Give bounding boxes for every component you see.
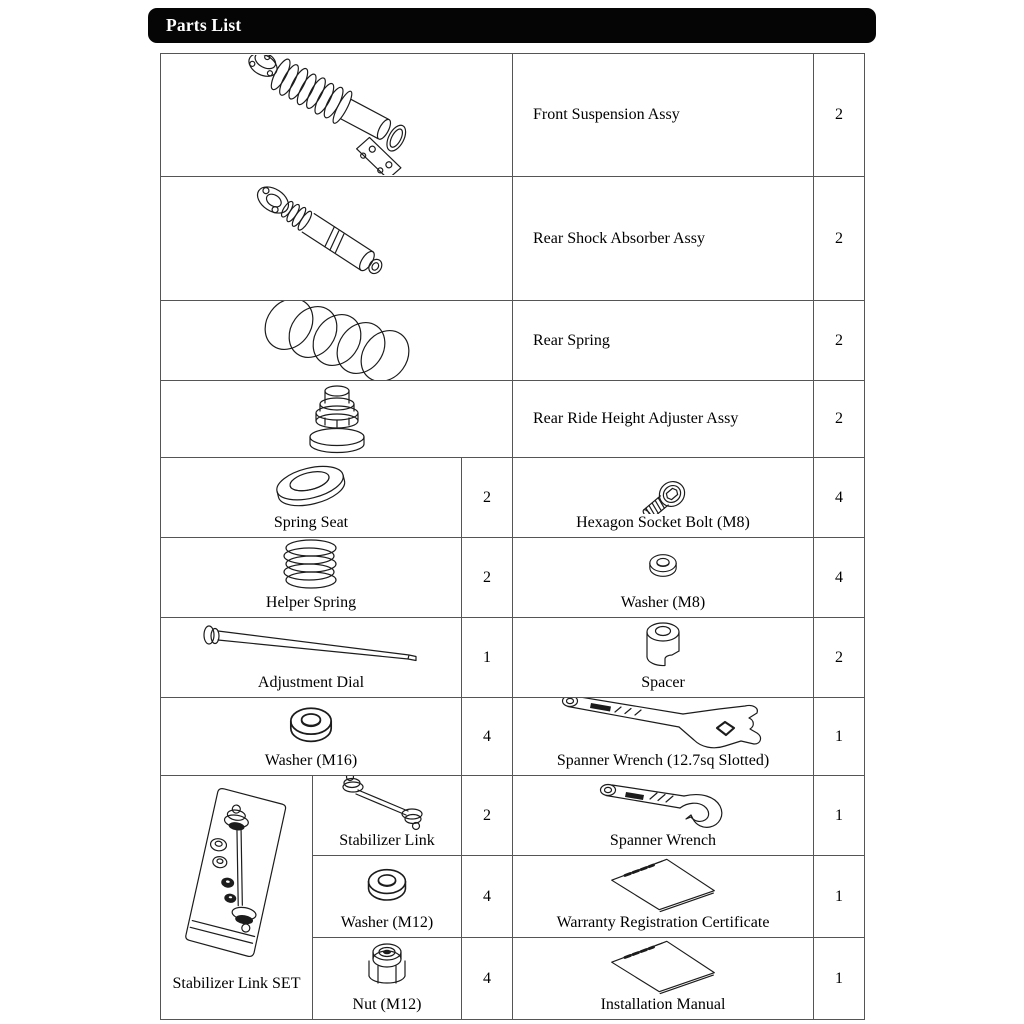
part-name-cell: [513, 381, 814, 458]
rear-spring-illustration: [259, 301, 414, 381]
part-name: Nut (M12): [352, 996, 422, 1013]
part-name: Spring Seat: [273, 514, 349, 531]
part-illustration-cell: [161, 381, 513, 458]
part-qty: 2: [835, 106, 843, 123]
part-qty-cell: [814, 177, 864, 301]
part-qty: 4: [483, 969, 491, 987]
part-qty-cell: [462, 776, 513, 856]
installation-manual-illustration: [606, 938, 720, 996]
part-qty-cell: [814, 618, 864, 698]
part-name: Rear Ride Height Adjuster Assy: [533, 410, 739, 427]
part-qty-cell: [814, 301, 864, 381]
part-name: Rear Spring: [533, 331, 610, 349]
part-name-cell: [513, 301, 814, 381]
helper-spring-illustration: [259, 538, 363, 594]
spanner-wrench-hook-illustration: [592, 776, 734, 832]
front-suspension-assy-illustration: [231, 55, 443, 175]
part-name: Helper Spring: [265, 594, 357, 611]
nut-m12-illustration: [354, 939, 420, 995]
part-qty: 2: [835, 331, 843, 349]
part-cell: [513, 538, 814, 618]
part-qty: 2: [835, 229, 843, 247]
part-name: Installation Manual: [600, 996, 726, 1013]
part-qty: 4: [483, 887, 491, 905]
part-qty-cell: [814, 856, 864, 938]
part-name: Spanner Wrench: [609, 832, 717, 849]
part-name: Spanner Wrench (12.7sq Slotted): [556, 752, 770, 769]
part-name: Hexagon Socket Bolt (M8): [576, 514, 750, 531]
part-cell: [513, 458, 814, 538]
part-cell: [161, 538, 462, 618]
part-qty-cell: [814, 938, 864, 1019]
part-cell: [313, 856, 462, 938]
part-cell: [513, 618, 814, 698]
spanner-wrench-slotted-illustration: [555, 698, 771, 752]
stabilizer-link-set-bag-illustration: [171, 786, 303, 964]
part-qty: 4: [835, 488, 843, 506]
part-qty-cell: [814, 776, 864, 856]
part-qty: 4: [835, 568, 843, 586]
part-cell: [161, 458, 462, 538]
part-qty: 4: [483, 727, 491, 745]
part-name-cell: [513, 54, 814, 177]
set-label: Stabilizer Link SET: [172, 975, 301, 992]
part-name: Washer (M16): [264, 752, 358, 769]
part-qty: 1: [483, 648, 491, 666]
part-illustration-cell: [161, 301, 513, 381]
part-name: Front Suspension Assy: [533, 106, 680, 123]
part-name: Washer (M8): [620, 594, 706, 611]
stabilizer-link-illustration: [325, 776, 449, 832]
part-cell: [513, 698, 814, 776]
part-qty-cell: [462, 938, 513, 1019]
part-qty: 2: [483, 568, 491, 586]
part-cell: [513, 776, 814, 856]
part-qty: 1: [835, 806, 843, 824]
part-qty-cell: [814, 458, 864, 538]
part-cell: [313, 938, 462, 1019]
part-name: Spacer: [641, 674, 685, 691]
washer-m12-illustration: [358, 863, 416, 908]
part-cell: [513, 856, 814, 938]
part-qty: 1: [835, 969, 843, 987]
part-qty: 2: [835, 648, 843, 666]
part-illustration-cell: [161, 177, 513, 301]
part-qty: 2: [835, 410, 843, 427]
part-qty-cell: [814, 381, 864, 458]
part-qty: 1: [835, 887, 843, 905]
page-title: Parts List: [166, 15, 242, 35]
part-cell: [513, 938, 814, 1019]
part-qty: 1: [835, 727, 843, 745]
part-name: Washer (M12): [340, 914, 434, 931]
washer-m8-illustration: [642, 550, 684, 582]
spring-seat-illustration: [261, 459, 361, 513]
part-cell: [313, 776, 462, 856]
warranty-certificate-illustration: [606, 856, 720, 914]
part-qty-cell: [462, 698, 513, 776]
stabilizer-link-set-cell: [161, 776, 313, 1019]
part-qty-cell: [462, 856, 513, 938]
part-cell: [161, 698, 462, 776]
parts-table: [160, 53, 865, 1020]
rear-shock-absorber-illustration: [231, 180, 443, 298]
part-qty-cell: [814, 538, 864, 618]
part-cell: [161, 618, 462, 698]
part-name: Rear Shock Absorber Assy: [533, 229, 705, 247]
adjustment-dial-illustration: [197, 624, 425, 668]
washer-m16-illustration: [279, 701, 343, 750]
part-qty: 2: [483, 806, 491, 824]
part-qty: 2: [483, 488, 491, 506]
part-name: Adjustment Dial: [257, 674, 365, 691]
spacer-illustration: [635, 618, 691, 674]
parts-list-header: [148, 8, 876, 43]
part-qty-cell: [814, 698, 864, 776]
part-qty-cell: [462, 618, 513, 698]
part-name-cell: [513, 177, 814, 301]
ride-height-adjuster-illustration: [295, 383, 379, 455]
hexagon-socket-bolt-illustration: [626, 458, 700, 514]
part-qty-cell: [462, 458, 513, 538]
part-qty-cell: [814, 54, 864, 177]
part-name: Stabilizer Link: [339, 832, 435, 849]
part-qty-cell: [462, 538, 513, 618]
part-illustration-cell: [161, 54, 513, 177]
part-name: Warranty Registration Certificate: [556, 914, 770, 931]
